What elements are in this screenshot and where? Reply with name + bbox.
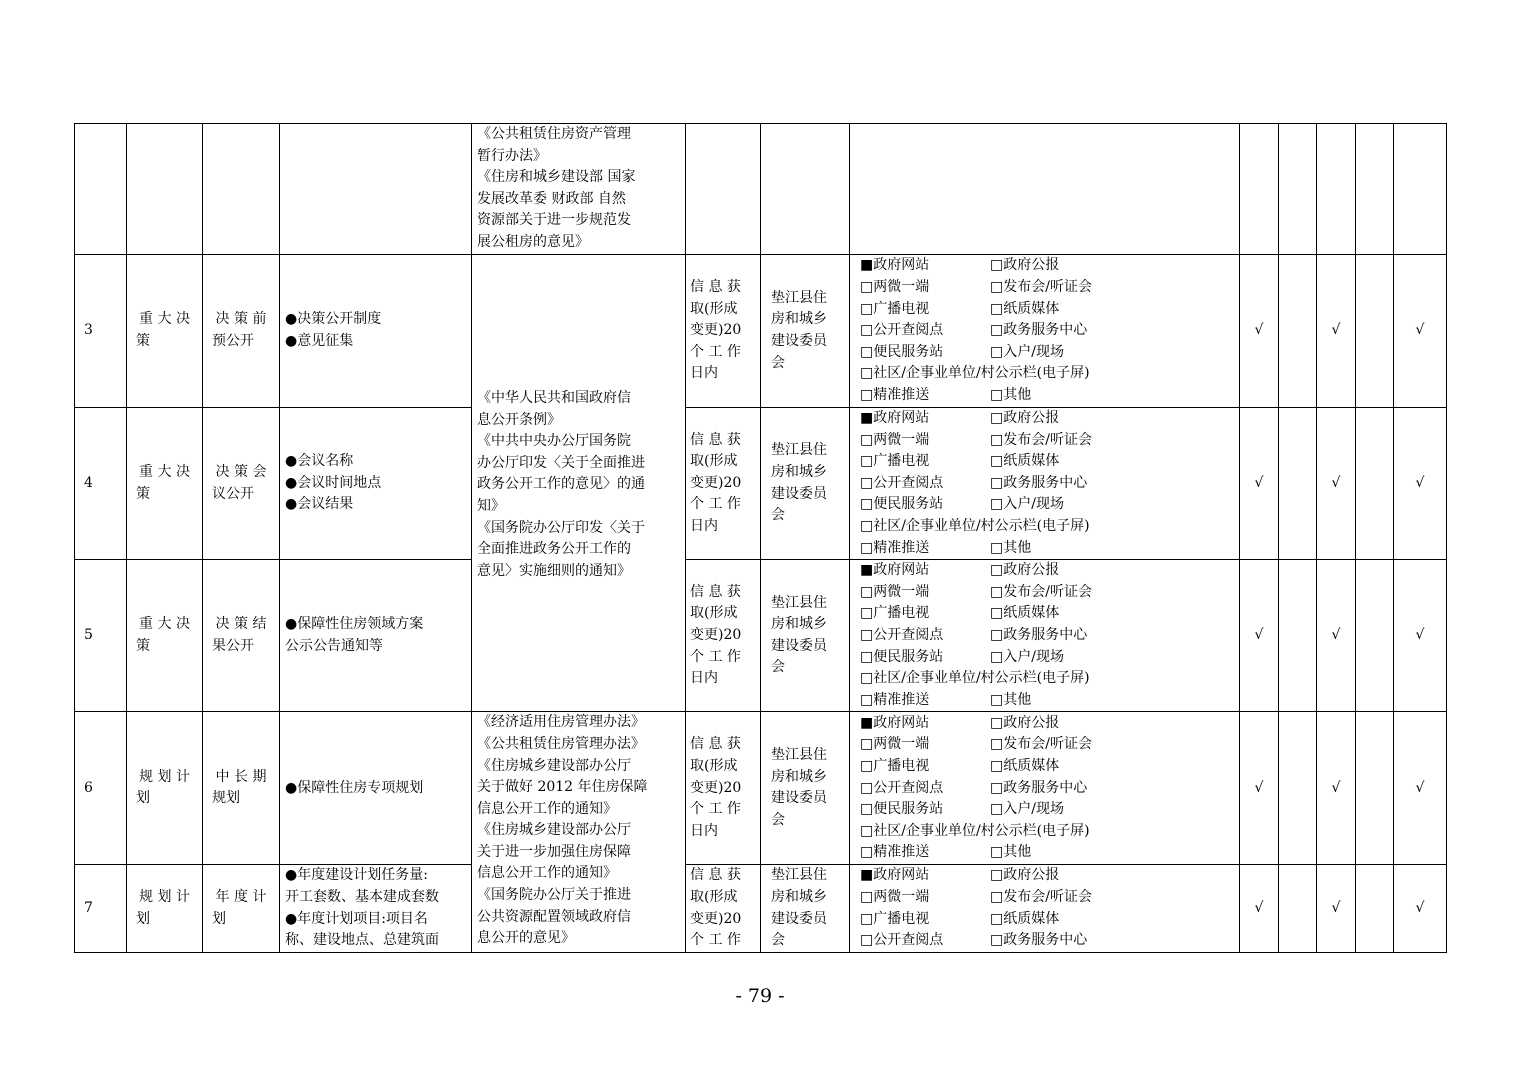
basis-cell-continued — [472, 124, 686, 255]
cell-empty — [1279, 255, 1317, 408]
agency-cell: 垫江县住 房和城乡 建设委员 会 — [761, 560, 850, 712]
cell-empty — [280, 124, 472, 255]
row-number: 6 — [75, 712, 127, 865]
channel-reading: □公开查阅点 — [860, 474, 944, 491]
basis-cell — [472, 712, 686, 953]
basis-line: 暂行办法》 — [477, 147, 547, 164]
channels-cell — [850, 712, 1240, 865]
channel-paper: □纸质媒体 — [990, 453, 1060, 470]
channel-other: □其他 — [990, 691, 1032, 708]
category-secondary: 决 策 结 果公开 — [203, 560, 280, 712]
channels-cell — [850, 560, 1240, 712]
basis-line: 《住房城乡建设部办公厅 — [477, 757, 631, 774]
cell-empty — [1356, 712, 1394, 865]
channels-cell — [850, 865, 1240, 953]
channel-bulletin: □社区/企事业单位/村公示栏(电子屏) — [860, 670, 1090, 687]
channel-convenience: □便民服务站 — [860, 496, 944, 513]
channel-reading: □公开查阅点 — [860, 626, 944, 643]
cell-empty — [1279, 124, 1317, 255]
table-row — [75, 408, 1447, 560]
row-number: 4 — [75, 408, 127, 560]
content-cell: ●决策公开制度 ●意见征集 — [280, 255, 472, 408]
cell-empty — [1356, 560, 1394, 712]
cell-empty — [761, 124, 850, 255]
basis-line: 知》 — [477, 497, 505, 514]
basis-line: 息公开的意见》 — [477, 930, 575, 947]
check-mark: √ — [1317, 408, 1356, 560]
channel-press: □发布会/听证会 — [990, 888, 1092, 905]
check-mark: √ — [1240, 865, 1279, 953]
basis-line: 政务公开工作的意见〉的通 — [477, 476, 645, 493]
channel-precise: □精准推送 — [860, 539, 930, 556]
channel-broadcast: □广播电视 — [860, 300, 930, 317]
cell-empty — [203, 124, 280, 255]
check-mark: √ — [1394, 712, 1447, 865]
channel-bulletin: □社区/企事业单位/村公示栏(电子屏) — [860, 365, 1090, 382]
basis-line: 《中华人民共和国政府信 — [477, 389, 631, 406]
cell-empty — [1240, 124, 1279, 255]
channel-press: □发布会/听证会 — [990, 279, 1092, 296]
channel-gov-gazette: □政府公报 — [990, 562, 1060, 579]
check-mark: √ — [1317, 255, 1356, 408]
channel-paper: □纸质媒体 — [990, 300, 1060, 317]
channel-gov-gazette: □政府公报 — [990, 867, 1060, 884]
channel-other: □其他 — [990, 539, 1032, 556]
basis-line: 资源部关于进一步规范发 — [477, 212, 631, 229]
basis-line: 办公厅印发〈关于全面推进 — [477, 454, 645, 471]
channel-service-center: □政务服务中心 — [990, 626, 1088, 643]
cell-empty — [850, 124, 1240, 255]
channel-paper: □纸质媒体 — [990, 910, 1060, 927]
check-mark: √ — [1317, 560, 1356, 712]
channels-cell — [850, 408, 1240, 560]
content-cell: ●保障性住房领域方案 公示公告通知等 — [280, 560, 472, 712]
basis-line: 信息公开工作的通知》 — [477, 800, 617, 817]
channel-reading: □公开查阅点 — [860, 322, 944, 339]
category-secondary: 年 度 计 划 — [203, 865, 280, 953]
page-number: - 79 - — [735, 985, 785, 1007]
channel-broadcast: □广播电视 — [860, 910, 930, 927]
channel-reading: □公开查阅点 — [860, 932, 944, 949]
cell-empty — [75, 124, 127, 255]
cell-empty — [686, 124, 761, 255]
basis-line: 《住房城乡建设部办公厅 — [477, 822, 631, 839]
table-row — [75, 865, 1447, 953]
channel-gov-gazette: □政府公报 — [990, 410, 1060, 426]
check-mark: √ — [1240, 712, 1279, 865]
check-mark: √ — [1240, 560, 1279, 712]
channel-two-micro: □两微一端 — [860, 431, 930, 448]
channel-paper: □纸质媒体 — [990, 757, 1060, 774]
cell-empty — [1356, 124, 1394, 255]
channel-service-center: □政务服务中心 — [990, 779, 1088, 796]
channel-press: □发布会/听证会 — [990, 736, 1092, 753]
basis-line: 关于进一步加强住房保障 — [477, 843, 631, 860]
cell-empty — [1356, 255, 1394, 408]
table-row — [75, 255, 1447, 408]
channel-gov-site: ■政府网站 — [860, 714, 930, 731]
basis-line: 公共资源配置领域政府信 — [477, 908, 631, 925]
check-mark: √ — [1317, 865, 1356, 953]
table-row-continued — [75, 124, 1447, 255]
category-secondary: 决 策 前 预公开 — [203, 255, 280, 408]
channel-bulletin: □社区/企事业单位/村公示栏(电子屏) — [860, 822, 1090, 839]
time-limit-cell: 信 息 获 取(形成 变更)20 个 工 作 日内 — [686, 712, 761, 865]
channel-precise: □精准推送 — [860, 386, 930, 403]
cell-empty — [127, 124, 203, 255]
category-primary: 规 划 计 划 — [127, 712, 203, 865]
channel-service-center: □政务服务中心 — [990, 322, 1088, 339]
channel-paper: □纸质媒体 — [990, 605, 1060, 622]
channel-household: □入户/现场 — [990, 648, 1064, 665]
channel-precise: □精准推送 — [860, 844, 930, 861]
check-mark: √ — [1394, 865, 1447, 953]
row-number: 7 — [75, 865, 127, 953]
basis-line: 展公租房的意见》 — [477, 233, 589, 250]
check-mark: √ — [1394, 408, 1447, 560]
category-secondary: 中 长 期 规划 — [203, 712, 280, 865]
channel-gov-site: ■政府网站 — [860, 257, 930, 274]
check-mark: √ — [1240, 255, 1279, 408]
channel-broadcast: □广播电视 — [860, 757, 930, 774]
category-secondary: 决 策 会 议公开 — [203, 408, 280, 560]
row-number: 3 — [75, 255, 127, 408]
basis-cell — [472, 255, 686, 712]
channel-convenience: □便民服务站 — [860, 648, 944, 665]
cell-empty — [1317, 124, 1356, 255]
row-number: 5 — [75, 560, 127, 712]
basis-line: 发展改革委 财政部 自然 — [477, 190, 626, 207]
basis-line: 息公开条例》 — [477, 411, 561, 428]
time-limit-cell: 信 息 获 取(形成 变更)20 个 工 作 日内 — [686, 560, 761, 712]
check-mark: √ — [1240, 408, 1279, 560]
channel-press: □发布会/听证会 — [990, 431, 1092, 448]
table-row — [75, 712, 1447, 865]
check-mark: √ — [1394, 560, 1447, 712]
channel-other: □其他 — [990, 386, 1032, 403]
channel-reading: □公开查阅点 — [860, 779, 944, 796]
agency-cell: 垫江县住 房和城乡 建设委员 会 — [761, 865, 850, 953]
channel-broadcast: □广播电视 — [860, 605, 930, 622]
channel-press: □发布会/听证会 — [990, 583, 1092, 600]
channel-two-micro: □两微一端 — [860, 279, 930, 296]
category-primary: 重 大 决 策 — [127, 560, 203, 712]
category-primary: 重 大 决 策 — [127, 255, 203, 408]
basis-line: 《公共租赁住房管理办法》 — [477, 735, 645, 752]
channel-household: □入户/现场 — [990, 801, 1064, 818]
channel-broadcast: □广播电视 — [860, 453, 930, 470]
channels-cell — [850, 255, 1240, 408]
channel-two-micro: □两微一端 — [860, 736, 930, 753]
basis-line: 全面推进政务公开工作的 — [477, 541, 631, 558]
disclosure-table — [74, 123, 1447, 953]
check-mark: √ — [1317, 712, 1356, 865]
basis-line: 《国务院办公厅关于推进 — [477, 887, 631, 904]
basis-line: 信息公开工作的通知》 — [477, 865, 617, 882]
cell-empty — [1279, 712, 1317, 865]
channel-bulletin: □社区/企事业单位/村公示栏(电子屏) — [860, 517, 1090, 534]
channel-two-micro: □两微一端 — [860, 888, 930, 905]
channel-precise: □精准推送 — [860, 691, 930, 708]
category-primary: 规 划 计 划 — [127, 865, 203, 953]
cell-empty — [1279, 560, 1317, 712]
basis-line: 《公共租赁住房资产管理 — [477, 126, 631, 142]
category-primary: 重 大 决 策 — [127, 408, 203, 560]
channel-convenience: □便民服务站 — [860, 343, 944, 360]
cell-empty — [1279, 865, 1317, 953]
check-mark: √ — [1394, 255, 1447, 408]
time-limit-cell: 信 息 获 取(形成 变更)20 个 工 作 日内 — [686, 255, 761, 408]
agency-cell: 垫江县住 房和城乡 建设委员 会 — [761, 712, 850, 865]
content-cell: ●会议名称 ●会议时间地点 ●会议结果 — [280, 408, 472, 560]
channel-other: □其他 — [990, 844, 1032, 861]
channel-household: □入户/现场 — [990, 343, 1064, 360]
channel-gov-site: ■政府网站 — [860, 867, 930, 884]
channel-convenience: □便民服务站 — [860, 801, 944, 818]
basis-line: 《经济适用住房管理办法》 — [477, 714, 645, 731]
basis-line: 《中共中央办公厅国务院 — [477, 433, 631, 450]
cell-empty — [1279, 408, 1317, 560]
cell-empty — [1356, 408, 1394, 560]
channel-gov-gazette: □政府公报 — [990, 714, 1060, 731]
content-cell: ●保障性住房专项规划 — [280, 712, 472, 865]
channel-household: □入户/现场 — [990, 496, 1064, 513]
channel-gov-gazette: □政府公报 — [990, 257, 1060, 274]
basis-line: 意见〉实施细则的通知》 — [477, 562, 631, 579]
basis-line: 关于做好 2012 年住房保障 — [477, 779, 648, 796]
channel-two-micro: □两微一端 — [860, 583, 930, 600]
cell-empty — [1356, 865, 1394, 953]
channel-service-center: □政务服务中心 — [990, 932, 1088, 949]
time-limit-cell: 信 息 获 取(形成 变更)20 个 工 作 日内 — [686, 408, 761, 560]
basis-line: 《国务院办公厅印发〈关于 — [477, 519, 645, 536]
table-row — [75, 560, 1447, 712]
channel-service-center: □政务服务中心 — [990, 474, 1088, 491]
cell-empty — [1394, 124, 1447, 255]
agency-cell: 垫江县住 房和城乡 建设委员 会 — [761, 408, 850, 560]
content-cell: ●年度建设计划任务量: 开工套数、基本建成套数 ●年度计划项目:项目名 称、建设地点、总建筑面 — [280, 865, 472, 953]
channel-gov-site: ■政府网站 — [860, 410, 930, 426]
agency-cell: 垫江县住 房和城乡 建设委员 会 — [761, 255, 850, 408]
channel-gov-site: ■政府网站 — [860, 562, 930, 579]
time-limit-cell: 信 息 获 取(形成 变更)20 个 工 作 — [686, 865, 761, 953]
basis-line: 《住房和城乡建设部 国家 — [477, 169, 636, 186]
